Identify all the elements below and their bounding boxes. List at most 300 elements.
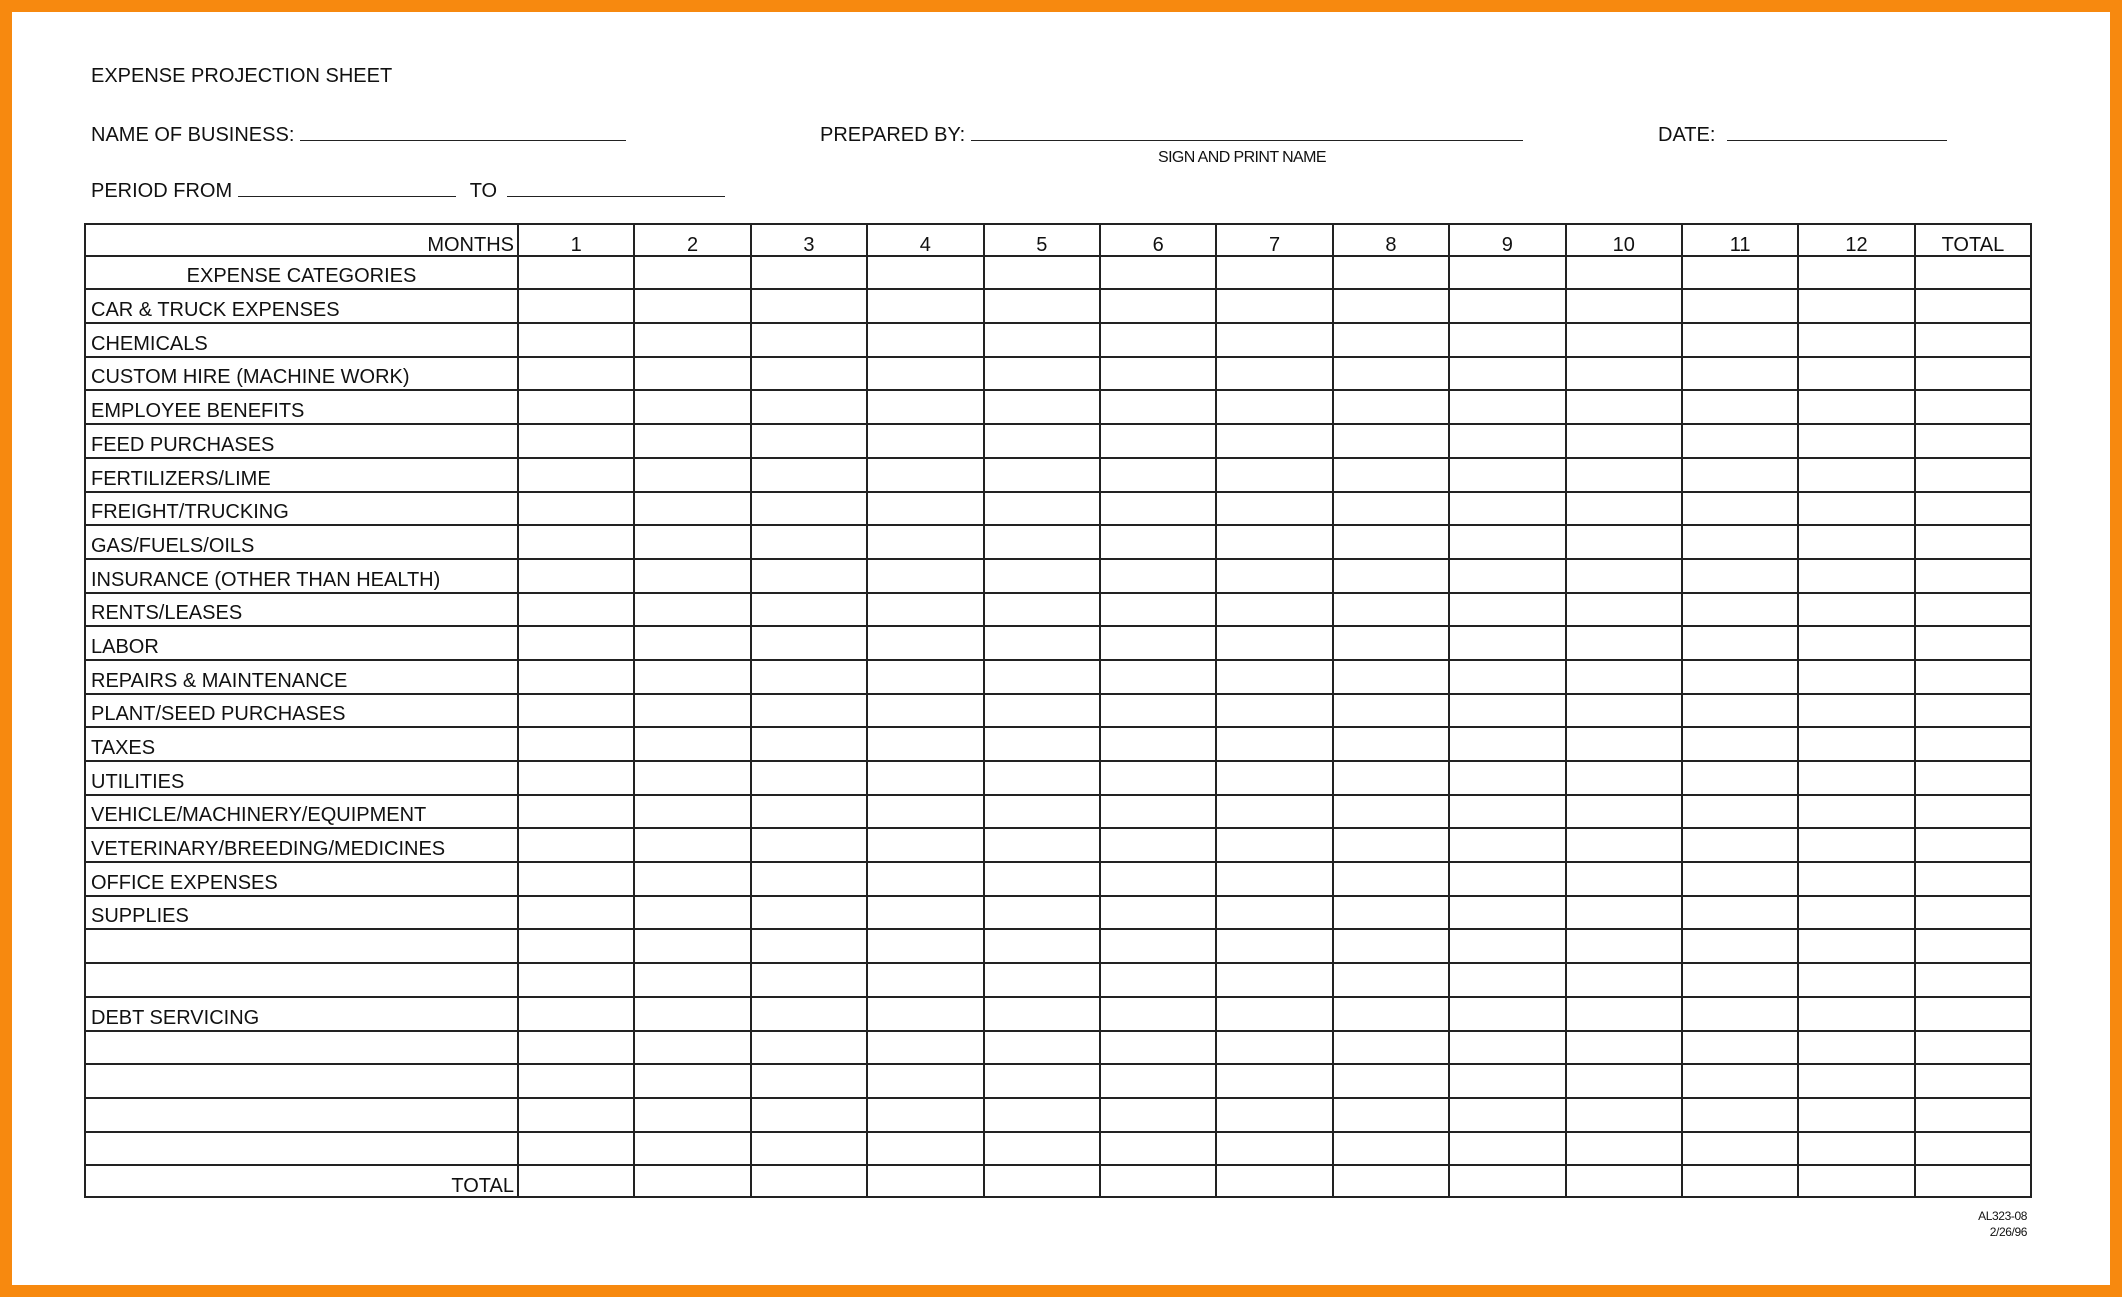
row-10-month-10-cell[interactable] [1566, 593, 1682, 627]
row-5-month-2-cell[interactable] [634, 424, 750, 458]
row-13-month-6-cell[interactable] [1100, 694, 1216, 728]
row-14-month-10-cell[interactable] [1566, 727, 1682, 761]
row-25-month-12-cell[interactable] [1798, 1098, 1914, 1132]
row-3-month-12-cell[interactable] [1798, 357, 1914, 391]
row-24-month-11-cell[interactable] [1682, 1064, 1798, 1098]
row-17-month-1-cell[interactable] [518, 828, 634, 862]
row-11-month-11-cell[interactable] [1682, 626, 1798, 660]
row-24-month-8-cell[interactable] [1333, 1064, 1449, 1098]
row-19-month-5-cell[interactable] [984, 896, 1100, 930]
categories-header-total-cell[interactable] [1915, 256, 2031, 290]
row-2-month-5-cell[interactable] [984, 323, 1100, 357]
row-11-month-2-cell[interactable] [634, 626, 750, 660]
row-20-month-11-cell[interactable] [1682, 929, 1798, 963]
row-5-month-6-cell[interactable] [1100, 424, 1216, 458]
row-25-month-11-cell[interactable] [1682, 1098, 1798, 1132]
categories-header-month-9-cell[interactable] [1449, 256, 1565, 290]
row-1-month-12-cell[interactable] [1798, 289, 1914, 323]
row-20-month-2-cell[interactable] [634, 929, 750, 963]
row-21-month-6-cell[interactable] [1100, 963, 1216, 997]
row-8-month-8-cell[interactable] [1333, 525, 1449, 559]
row-8-month-12-cell[interactable] [1798, 525, 1914, 559]
row-5-month-3-cell[interactable] [751, 424, 867, 458]
row-3-month-7-cell[interactable] [1216, 357, 1332, 391]
row-26-month-12-cell[interactable] [1798, 1132, 1914, 1166]
row-21-month-2-cell[interactable] [634, 963, 750, 997]
row-9-month-1-cell[interactable] [518, 559, 634, 593]
row-17-month-2-cell[interactable] [634, 828, 750, 862]
row-9-month-2-cell[interactable] [634, 559, 750, 593]
row-3-month-3-cell[interactable] [751, 357, 867, 391]
categories-header-month-6-cell[interactable] [1100, 256, 1216, 290]
row-10-month-2-cell[interactable] [634, 593, 750, 627]
row-1-month-6-cell[interactable] [1100, 289, 1216, 323]
categories-header-month-2-cell[interactable] [634, 256, 750, 290]
row-25-month-10-cell[interactable] [1566, 1098, 1682, 1132]
row-21-month-4-cell[interactable] [867, 963, 983, 997]
row-1-month-8-cell[interactable] [1333, 289, 1449, 323]
row-23-month-4-cell[interactable] [867, 1031, 983, 1065]
row-18-month-11-cell[interactable] [1682, 862, 1798, 896]
row-6-total-cell[interactable] [1915, 458, 2031, 492]
row-10-month-8-cell[interactable] [1333, 593, 1449, 627]
row-26-month-7-cell[interactable] [1216, 1132, 1332, 1166]
row-23-month-1-cell[interactable] [518, 1031, 634, 1065]
row-13-month-7-cell[interactable] [1216, 694, 1332, 728]
row-20-month-9-cell[interactable] [1449, 929, 1565, 963]
period-to-blank[interactable] [507, 178, 725, 197]
row-6-month-1-cell[interactable] [518, 458, 634, 492]
row-4-month-6-cell[interactable] [1100, 390, 1216, 424]
row-5-month-5-cell[interactable] [984, 424, 1100, 458]
row-12-month-1-cell[interactable] [518, 660, 634, 694]
row-14-month-8-cell[interactable] [1333, 727, 1449, 761]
row-15-month-2-cell[interactable] [634, 761, 750, 795]
row-25-month-7-cell[interactable] [1216, 1098, 1332, 1132]
row-8-month-6-cell[interactable] [1100, 525, 1216, 559]
row-11-month-10-cell[interactable] [1566, 626, 1682, 660]
row-2-month-1-cell[interactable] [518, 323, 634, 357]
row-1-month-10-cell[interactable] [1566, 289, 1682, 323]
row-6-month-8-cell[interactable] [1333, 458, 1449, 492]
category-label[interactable] [85, 963, 518, 997]
row-11-month-8-cell[interactable] [1333, 626, 1449, 660]
row-24-month-10-cell[interactable] [1566, 1064, 1682, 1098]
row-20-month-6-cell[interactable] [1100, 929, 1216, 963]
row-21-month-11-cell[interactable] [1682, 963, 1798, 997]
row-23-month-6-cell[interactable] [1100, 1031, 1216, 1065]
row-26-month-4-cell[interactable] [867, 1132, 983, 1166]
row-23-month-3-cell[interactable] [751, 1031, 867, 1065]
row-22-month-12-cell[interactable] [1798, 997, 1914, 1031]
row-24-total-cell[interactable] [1915, 1064, 2031, 1098]
row-8-total-cell[interactable] [1915, 525, 2031, 559]
row-2-month-2-cell[interactable] [634, 323, 750, 357]
row-17-month-11-cell[interactable] [1682, 828, 1798, 862]
row-16-month-11-cell[interactable] [1682, 795, 1798, 829]
row-2-month-11-cell[interactable] [1682, 323, 1798, 357]
row-8-month-1-cell[interactable] [518, 525, 634, 559]
row-17-month-4-cell[interactable] [867, 828, 983, 862]
row-9-month-7-cell[interactable] [1216, 559, 1332, 593]
row-11-total-cell[interactable] [1915, 626, 2031, 660]
row-12-month-11-cell[interactable] [1682, 660, 1798, 694]
row-13-month-11-cell[interactable] [1682, 694, 1798, 728]
row-3-month-2-cell[interactable] [634, 357, 750, 391]
row-15-total-cell[interactable] [1915, 761, 2031, 795]
row-8-month-11-cell[interactable] [1682, 525, 1798, 559]
row-7-month-4-cell[interactable] [867, 492, 983, 526]
row-18-month-9-cell[interactable] [1449, 862, 1565, 896]
row-25-month-2-cell[interactable] [634, 1098, 750, 1132]
row-2-month-6-cell[interactable] [1100, 323, 1216, 357]
row-8-month-9-cell[interactable] [1449, 525, 1565, 559]
row-26-month-2-cell[interactable] [634, 1132, 750, 1166]
row-7-month-12-cell[interactable] [1798, 492, 1914, 526]
row-23-month-10-cell[interactable] [1566, 1031, 1682, 1065]
row-6-month-6-cell[interactable] [1100, 458, 1216, 492]
row-24-month-7-cell[interactable] [1216, 1064, 1332, 1098]
row-4-month-11-cell[interactable] [1682, 390, 1798, 424]
total-row-month-1-cell[interactable] [518, 1165, 634, 1197]
row-4-month-12-cell[interactable] [1798, 390, 1914, 424]
row-18-month-2-cell[interactable] [634, 862, 750, 896]
row-8-month-7-cell[interactable] [1216, 525, 1332, 559]
row-17-month-12-cell[interactable] [1798, 828, 1914, 862]
row-12-total-cell[interactable] [1915, 660, 2031, 694]
row-26-month-5-cell[interactable] [984, 1132, 1100, 1166]
row-4-month-10-cell[interactable] [1566, 390, 1682, 424]
row-26-month-8-cell[interactable] [1333, 1132, 1449, 1166]
row-17-month-10-cell[interactable] [1566, 828, 1682, 862]
row-13-month-3-cell[interactable] [751, 694, 867, 728]
row-14-month-12-cell[interactable] [1798, 727, 1914, 761]
row-19-month-7-cell[interactable] [1216, 896, 1332, 930]
row-18-month-1-cell[interactable] [518, 862, 634, 896]
row-10-month-3-cell[interactable] [751, 593, 867, 627]
row-16-month-6-cell[interactable] [1100, 795, 1216, 829]
row-24-month-12-cell[interactable] [1798, 1064, 1914, 1098]
row-18-month-6-cell[interactable] [1100, 862, 1216, 896]
row-3-month-11-cell[interactable] [1682, 357, 1798, 391]
row-15-month-6-cell[interactable] [1100, 761, 1216, 795]
row-16-month-3-cell[interactable] [751, 795, 867, 829]
row-18-total-cell[interactable] [1915, 862, 2031, 896]
total-row-month-5-cell[interactable] [984, 1165, 1100, 1197]
row-22-month-6-cell[interactable] [1100, 997, 1216, 1031]
row-5-month-11-cell[interactable] [1682, 424, 1798, 458]
row-14-month-3-cell[interactable] [751, 727, 867, 761]
row-14-month-11-cell[interactable] [1682, 727, 1798, 761]
row-5-month-9-cell[interactable] [1449, 424, 1565, 458]
row-17-month-8-cell[interactable] [1333, 828, 1449, 862]
row-13-month-12-cell[interactable] [1798, 694, 1914, 728]
row-10-month-7-cell[interactable] [1216, 593, 1332, 627]
row-13-month-10-cell[interactable] [1566, 694, 1682, 728]
row-9-month-9-cell[interactable] [1449, 559, 1565, 593]
row-21-month-7-cell[interactable] [1216, 963, 1332, 997]
row-25-month-4-cell[interactable] [867, 1098, 983, 1132]
row-2-month-7-cell[interactable] [1216, 323, 1332, 357]
row-20-month-12-cell[interactable] [1798, 929, 1914, 963]
row-3-month-8-cell[interactable] [1333, 357, 1449, 391]
row-2-month-12-cell[interactable] [1798, 323, 1914, 357]
row-24-month-5-cell[interactable] [984, 1064, 1100, 1098]
row-17-month-7-cell[interactable] [1216, 828, 1332, 862]
row-11-month-6-cell[interactable] [1100, 626, 1216, 660]
categories-header-month-11-cell[interactable] [1682, 256, 1798, 290]
row-12-month-7-cell[interactable] [1216, 660, 1332, 694]
row-12-month-4-cell[interactable] [867, 660, 983, 694]
row-15-month-1-cell[interactable] [518, 761, 634, 795]
row-18-month-10-cell[interactable] [1566, 862, 1682, 896]
row-13-total-cell[interactable] [1915, 694, 2031, 728]
row-6-month-7-cell[interactable] [1216, 458, 1332, 492]
row-9-month-3-cell[interactable] [751, 559, 867, 593]
row-4-total-cell[interactable] [1915, 390, 2031, 424]
row-2-month-10-cell[interactable] [1566, 323, 1682, 357]
total-row-month-3-cell[interactable] [751, 1165, 867, 1197]
row-19-month-11-cell[interactable] [1682, 896, 1798, 930]
categories-header-month-8-cell[interactable] [1333, 256, 1449, 290]
total-row-month-4-cell[interactable] [867, 1165, 983, 1197]
row-15-month-8-cell[interactable] [1333, 761, 1449, 795]
row-25-month-9-cell[interactable] [1449, 1098, 1565, 1132]
row-9-month-4-cell[interactable] [867, 559, 983, 593]
row-2-month-9-cell[interactable] [1449, 323, 1565, 357]
row-9-month-5-cell[interactable] [984, 559, 1100, 593]
period-from-blank[interactable] [238, 178, 456, 197]
row-4-month-8-cell[interactable] [1333, 390, 1449, 424]
row-20-month-7-cell[interactable] [1216, 929, 1332, 963]
row-1-month-11-cell[interactable] [1682, 289, 1798, 323]
row-14-month-1-cell[interactable] [518, 727, 634, 761]
row-12-month-9-cell[interactable] [1449, 660, 1565, 694]
row-24-month-6-cell[interactable] [1100, 1064, 1216, 1098]
row-8-month-3-cell[interactable] [751, 525, 867, 559]
row-13-month-9-cell[interactable] [1449, 694, 1565, 728]
total-row-month-2-cell[interactable] [634, 1165, 750, 1197]
row-24-month-1-cell[interactable] [518, 1064, 634, 1098]
row-12-month-6-cell[interactable] [1100, 660, 1216, 694]
row-19-month-2-cell[interactable] [634, 896, 750, 930]
prepared-by-blank[interactable] [971, 122, 1523, 141]
row-1-month-2-cell[interactable] [634, 289, 750, 323]
row-14-month-2-cell[interactable] [634, 727, 750, 761]
row-19-month-1-cell[interactable] [518, 896, 634, 930]
row-23-total-cell[interactable] [1915, 1031, 2031, 1065]
row-1-month-3-cell[interactable] [751, 289, 867, 323]
row-13-month-2-cell[interactable] [634, 694, 750, 728]
row-21-month-12-cell[interactable] [1798, 963, 1914, 997]
row-23-month-8-cell[interactable] [1333, 1031, 1449, 1065]
categories-header-month-3-cell[interactable] [751, 256, 867, 290]
row-9-month-12-cell[interactable] [1798, 559, 1914, 593]
row-3-month-9-cell[interactable] [1449, 357, 1565, 391]
row-22-month-2-cell[interactable] [634, 997, 750, 1031]
row-16-month-4-cell[interactable] [867, 795, 983, 829]
row-7-month-11-cell[interactable] [1682, 492, 1798, 526]
row-1-month-4-cell[interactable] [867, 289, 983, 323]
row-18-month-12-cell[interactable] [1798, 862, 1914, 896]
category-label[interactable] [85, 1132, 518, 1166]
total-row-month-11-cell[interactable] [1682, 1165, 1798, 1197]
category-label[interactable] [85, 1064, 518, 1098]
row-2-month-3-cell[interactable] [751, 323, 867, 357]
row-1-month-9-cell[interactable] [1449, 289, 1565, 323]
row-13-month-5-cell[interactable] [984, 694, 1100, 728]
row-22-month-10-cell[interactable] [1566, 997, 1682, 1031]
row-19-month-10-cell[interactable] [1566, 896, 1682, 930]
row-24-month-3-cell[interactable] [751, 1064, 867, 1098]
row-23-month-12-cell[interactable] [1798, 1031, 1914, 1065]
row-14-month-7-cell[interactable] [1216, 727, 1332, 761]
row-15-month-7-cell[interactable] [1216, 761, 1332, 795]
row-3-total-cell[interactable] [1915, 357, 2031, 391]
row-21-month-3-cell[interactable] [751, 963, 867, 997]
row-7-month-5-cell[interactable] [984, 492, 1100, 526]
row-12-month-2-cell[interactable] [634, 660, 750, 694]
row-22-month-8-cell[interactable] [1333, 997, 1449, 1031]
row-8-month-4-cell[interactable] [867, 525, 983, 559]
row-12-month-8-cell[interactable] [1333, 660, 1449, 694]
row-21-month-1-cell[interactable] [518, 963, 634, 997]
row-26-month-11-cell[interactable] [1682, 1132, 1798, 1166]
row-1-month-5-cell[interactable] [984, 289, 1100, 323]
row-18-month-7-cell[interactable] [1216, 862, 1332, 896]
row-5-month-8-cell[interactable] [1333, 424, 1449, 458]
row-24-month-2-cell[interactable] [634, 1064, 750, 1098]
row-7-month-3-cell[interactable] [751, 492, 867, 526]
row-24-month-4-cell[interactable] [867, 1064, 983, 1098]
row-20-total-cell[interactable] [1915, 929, 2031, 963]
row-16-month-9-cell[interactable] [1449, 795, 1565, 829]
row-15-month-5-cell[interactable] [984, 761, 1100, 795]
row-25-month-6-cell[interactable] [1100, 1098, 1216, 1132]
row-16-month-1-cell[interactable] [518, 795, 634, 829]
row-14-month-6-cell[interactable] [1100, 727, 1216, 761]
categories-header-month-7-cell[interactable] [1216, 256, 1332, 290]
row-11-month-9-cell[interactable] [1449, 626, 1565, 660]
total-row-month-6-cell[interactable] [1100, 1165, 1216, 1197]
row-21-month-10-cell[interactable] [1566, 963, 1682, 997]
row-18-month-8-cell[interactable] [1333, 862, 1449, 896]
row-19-total-cell[interactable] [1915, 896, 2031, 930]
row-13-month-1-cell[interactable] [518, 694, 634, 728]
category-label[interactable] [85, 1031, 518, 1065]
row-6-month-3-cell[interactable] [751, 458, 867, 492]
row-19-month-3-cell[interactable] [751, 896, 867, 930]
row-9-total-cell[interactable] [1915, 559, 2031, 593]
row-8-month-2-cell[interactable] [634, 525, 750, 559]
row-11-month-5-cell[interactable] [984, 626, 1100, 660]
row-14-month-9-cell[interactable] [1449, 727, 1565, 761]
row-22-total-cell[interactable] [1915, 997, 2031, 1031]
row-16-month-10-cell[interactable] [1566, 795, 1682, 829]
row-17-month-3-cell[interactable] [751, 828, 867, 862]
row-10-total-cell[interactable] [1915, 593, 2031, 627]
row-17-total-cell[interactable] [1915, 828, 2031, 862]
row-7-month-7-cell[interactable] [1216, 492, 1332, 526]
total-row-month-12-cell[interactable] [1798, 1165, 1914, 1197]
row-9-month-11-cell[interactable] [1682, 559, 1798, 593]
row-2-total-cell[interactable] [1915, 323, 2031, 357]
row-15-month-10-cell[interactable] [1566, 761, 1682, 795]
row-12-month-10-cell[interactable] [1566, 660, 1682, 694]
row-22-month-9-cell[interactable] [1449, 997, 1565, 1031]
row-25-total-cell[interactable] [1915, 1098, 2031, 1132]
row-11-month-12-cell[interactable] [1798, 626, 1914, 660]
row-10-month-12-cell[interactable] [1798, 593, 1914, 627]
row-5-month-10-cell[interactable] [1566, 424, 1682, 458]
row-22-month-7-cell[interactable] [1216, 997, 1332, 1031]
row-1-total-cell[interactable] [1915, 289, 2031, 323]
row-26-month-3-cell[interactable] [751, 1132, 867, 1166]
row-24-month-9-cell[interactable] [1449, 1064, 1565, 1098]
row-20-month-1-cell[interactable] [518, 929, 634, 963]
row-10-month-6-cell[interactable] [1100, 593, 1216, 627]
row-22-month-4-cell[interactable] [867, 997, 983, 1031]
row-14-month-4-cell[interactable] [867, 727, 983, 761]
row-25-month-5-cell[interactable] [984, 1098, 1100, 1132]
row-8-month-5-cell[interactable] [984, 525, 1100, 559]
row-11-month-4-cell[interactable] [867, 626, 983, 660]
row-19-month-6-cell[interactable] [1100, 896, 1216, 930]
row-19-month-9-cell[interactable] [1449, 896, 1565, 930]
row-7-month-1-cell[interactable] [518, 492, 634, 526]
row-7-month-6-cell[interactable] [1100, 492, 1216, 526]
row-3-month-4-cell[interactable] [867, 357, 983, 391]
row-22-month-1-cell[interactable] [518, 997, 634, 1031]
row-6-month-11-cell[interactable] [1682, 458, 1798, 492]
row-5-month-4-cell[interactable] [867, 424, 983, 458]
row-21-month-8-cell[interactable] [1333, 963, 1449, 997]
row-16-month-12-cell[interactable] [1798, 795, 1914, 829]
row-2-month-8-cell[interactable] [1333, 323, 1449, 357]
row-20-month-3-cell[interactable] [751, 929, 867, 963]
row-17-month-9-cell[interactable] [1449, 828, 1565, 862]
row-5-month-1-cell[interactable] [518, 424, 634, 458]
row-4-month-3-cell[interactable] [751, 390, 867, 424]
categories-header-month-4-cell[interactable] [867, 256, 983, 290]
row-22-month-5-cell[interactable] [984, 997, 1100, 1031]
row-5-month-7-cell[interactable] [1216, 424, 1332, 458]
row-26-total-cell[interactable] [1915, 1132, 2031, 1166]
total-row-month-8-cell[interactable] [1333, 1165, 1449, 1197]
row-16-month-2-cell[interactable] [634, 795, 750, 829]
row-4-month-2-cell[interactable] [634, 390, 750, 424]
row-6-month-2-cell[interactable] [634, 458, 750, 492]
row-4-month-1-cell[interactable] [518, 390, 634, 424]
row-3-month-1-cell[interactable] [518, 357, 634, 391]
category-label[interactable] [85, 1098, 518, 1132]
row-9-month-10-cell[interactable] [1566, 559, 1682, 593]
row-17-month-6-cell[interactable] [1100, 828, 1216, 862]
row-20-month-8-cell[interactable] [1333, 929, 1449, 963]
row-23-month-2-cell[interactable] [634, 1031, 750, 1065]
row-2-month-4-cell[interactable] [867, 323, 983, 357]
row-10-month-9-cell[interactable] [1449, 593, 1565, 627]
business-name-blank[interactable] [300, 122, 626, 141]
row-14-month-5-cell[interactable] [984, 727, 1100, 761]
row-4-month-4-cell[interactable] [867, 390, 983, 424]
row-18-month-3-cell[interactable] [751, 862, 867, 896]
row-25-month-8-cell[interactable] [1333, 1098, 1449, 1132]
row-9-month-6-cell[interactable] [1100, 559, 1216, 593]
row-20-month-4-cell[interactable] [867, 929, 983, 963]
row-4-month-7-cell[interactable] [1216, 390, 1332, 424]
row-9-month-8-cell[interactable] [1333, 559, 1449, 593]
